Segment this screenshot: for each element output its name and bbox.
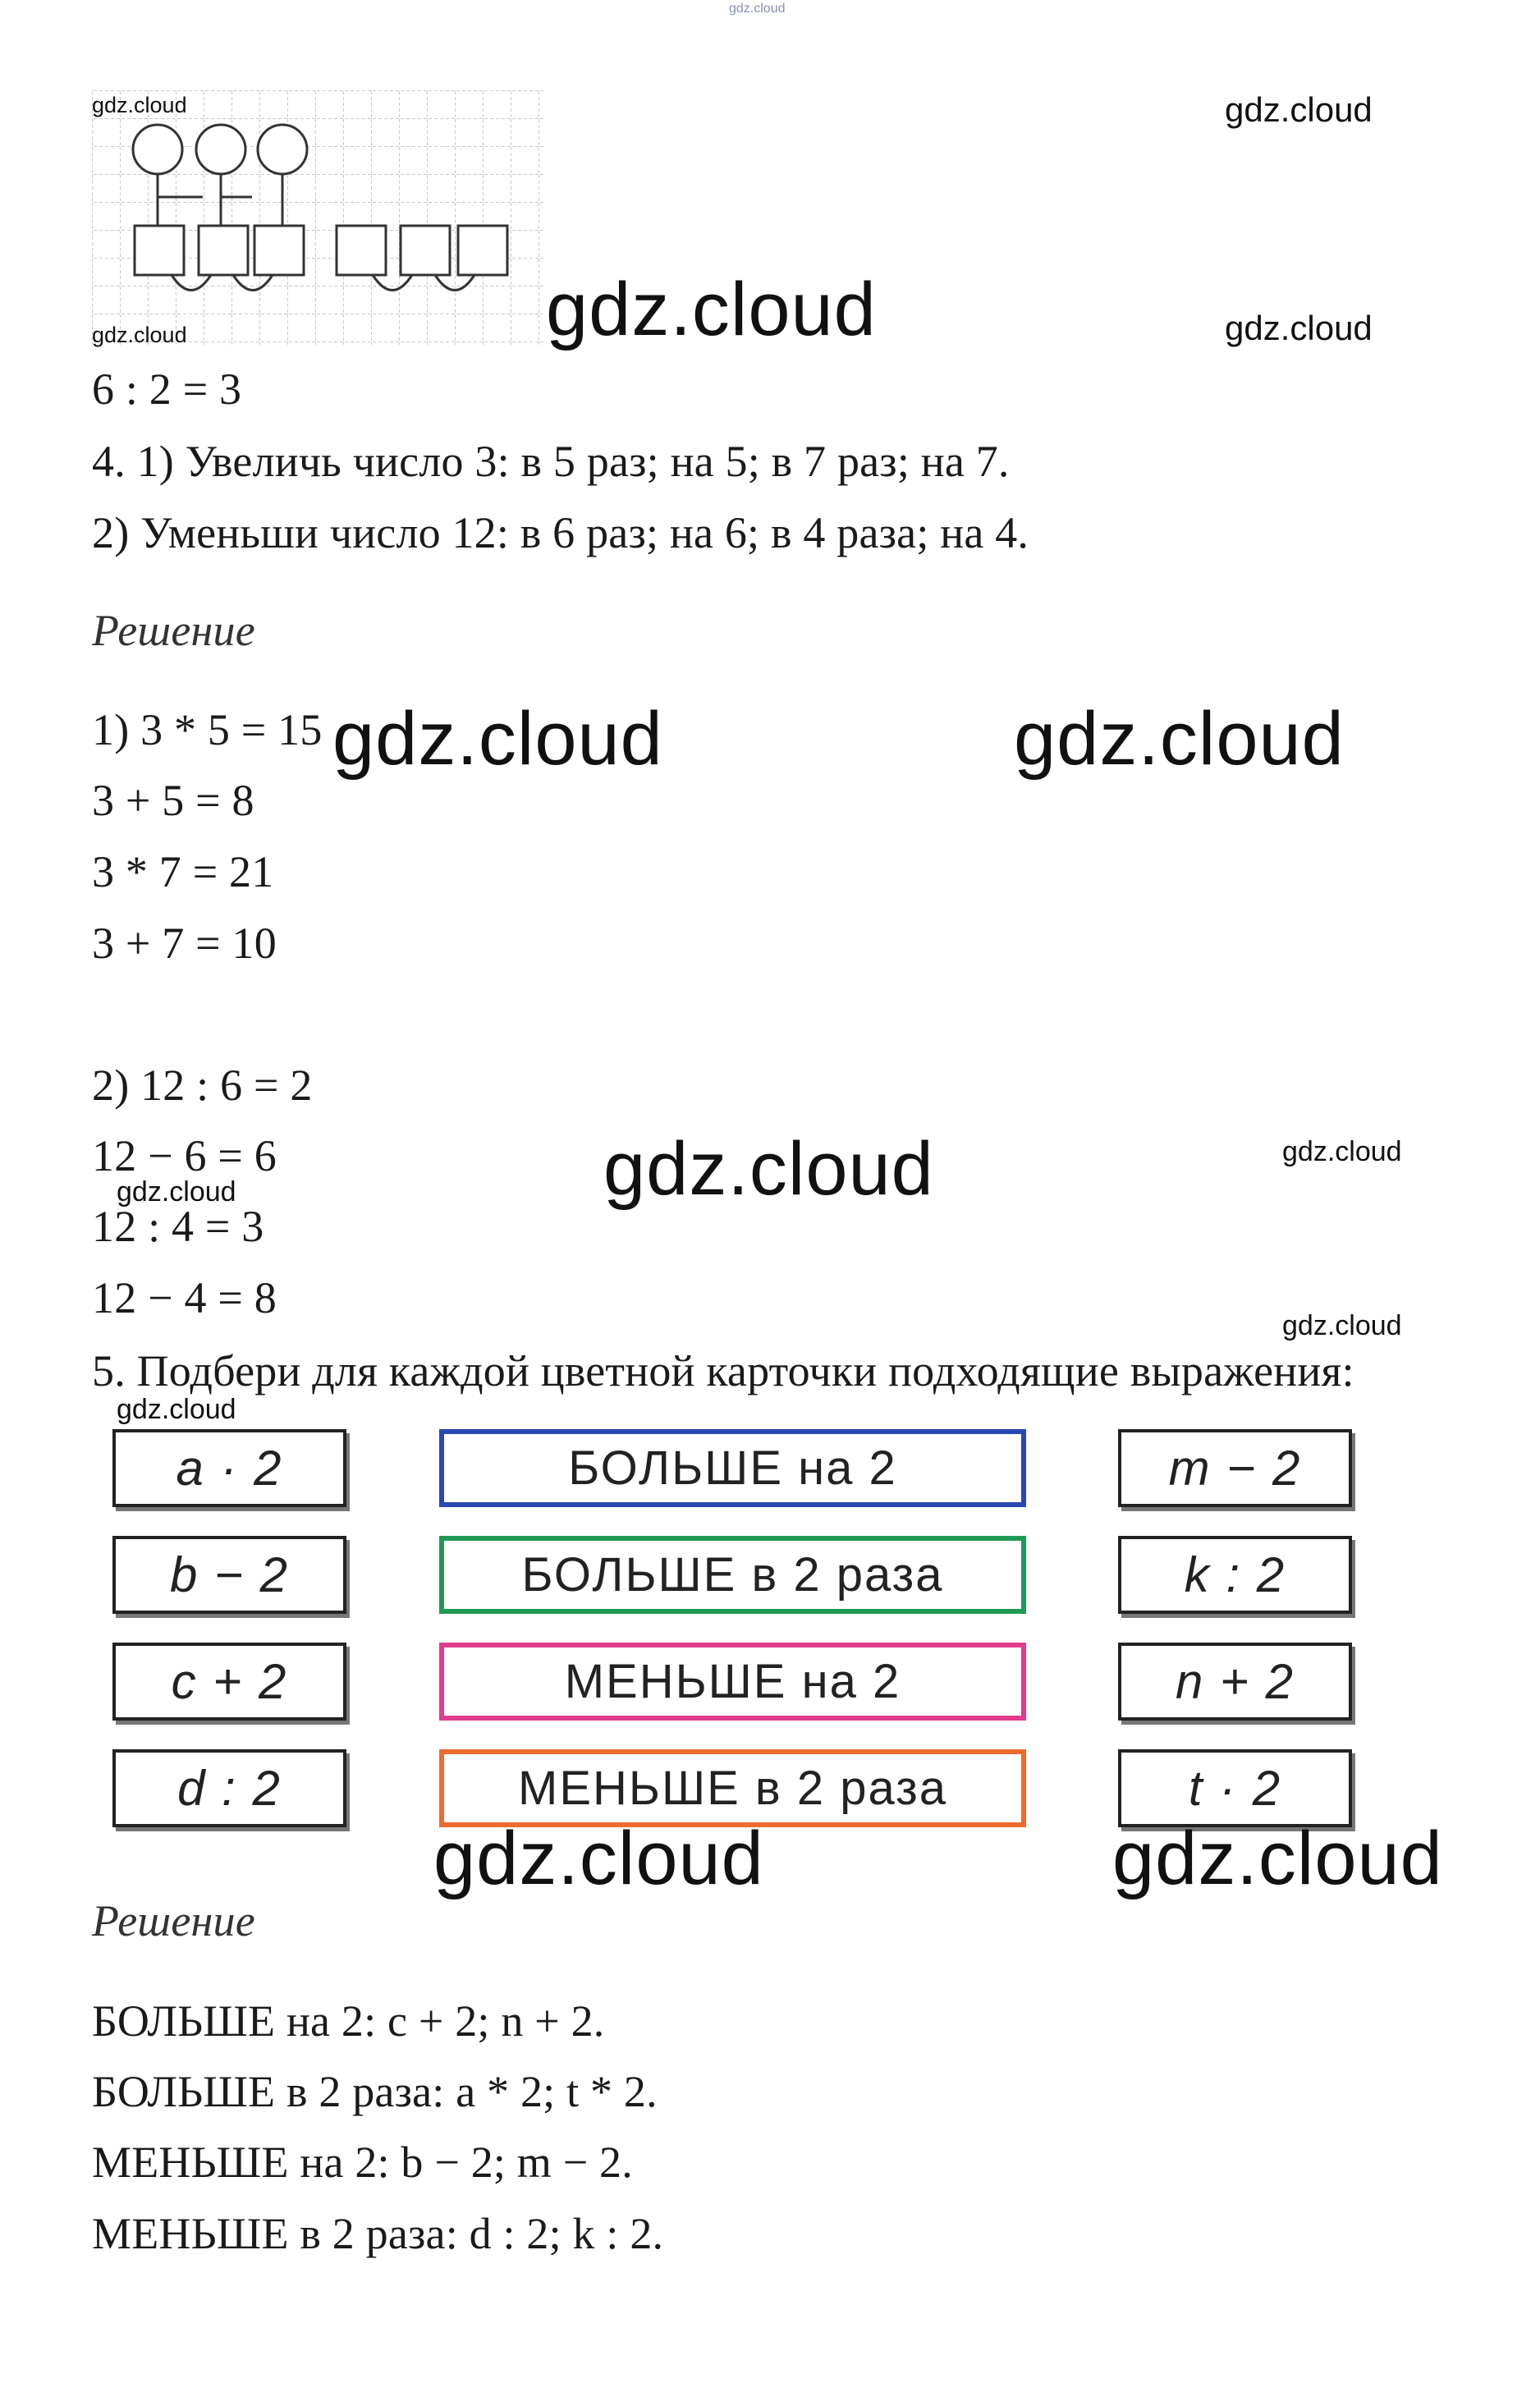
solution-line: 12 − 4 = 8 [92, 1273, 277, 1322]
watermark: gdz.cloud [1014, 697, 1345, 781]
watermark: gdz.cloud [1282, 1310, 1402, 1341]
solution-heading: Решение [92, 1896, 255, 1945]
solution-line: 12 : 4 = 3 [92, 1202, 264, 1251]
watermark: gdz.cloud [117, 1394, 236, 1425]
color-card-green: БОЛЬШЕ в 2 раза [439, 1536, 1026, 1614]
solution-line: 12 − 6 = 6 [92, 1131, 277, 1180]
expression-card: n + 2 [1118, 1643, 1352, 1721]
equation-line: 6 : 2 = 3 [92, 364, 242, 414]
answer-line: БОЛЬШЕ на 2: c + 2; n + 2. [92, 1996, 605, 2046]
watermark: gdz.cloud [433, 1817, 764, 1900]
grid-figure [92, 90, 543, 345]
color-card-orange: МЕНЬШЕ в 2 раза [439, 1749, 1026, 1827]
color-card-blue: БОЛЬШЕ на 2 [439, 1429, 1026, 1507]
expression-card: c + 2 [112, 1643, 346, 1721]
expression-card: k : 2 [1118, 1536, 1352, 1614]
expression-card: m − 2 [1118, 1429, 1352, 1507]
solution-line: 3 + 7 = 10 [92, 919, 277, 968]
expression-card: d : 2 [112, 1749, 346, 1827]
watermark: gdz.cloud [332, 697, 663, 781]
watermark: gdz.cloud [1282, 1136, 1402, 1167]
expression-card: t · 2 [1118, 1749, 1352, 1827]
watermark: gdz.cloud [1112, 1817, 1443, 1900]
color-card-pink: МЕНЬШЕ на 2 [439, 1643, 1026, 1721]
watermark: gdz.cloud [92, 323, 187, 347]
watermark-top: gdz.cloud [729, 2, 786, 16]
cards-area [92, 1416, 1373, 1851]
watermark: gdz.cloud [546, 268, 877, 351]
watermark: gdz.cloud [1225, 309, 1373, 347]
expression-card: b − 2 [112, 1536, 346, 1614]
task-4-line-1: 4. 1) Увеличь число 3: в 5 раз; на 5; в 7 раз; на 7. [92, 437, 1010, 486]
watermark: gdz.cloud [603, 1127, 934, 1211]
answer-line: МЕНЬШЕ в 2 раза: d : 2; k : 2. [92, 2209, 664, 2258]
answer-line: БОЛЬШЕ в 2 раза: a * 2; t * 2. [92, 2067, 658, 2116]
solution-line: 3 * 7 = 21 [92, 847, 274, 896]
solution-line: 1) 3 * 5 = 15 [92, 705, 323, 754]
expression-card: a · 2 [112, 1429, 346, 1507]
watermark: gdz.cloud [1225, 90, 1373, 129]
solution-heading: Решение [92, 606, 255, 655]
task-5-line: 5. Подбери для каждой цветной карточки подходящие выражения: [92, 1346, 1354, 1395]
watermark: gdz.cloud [92, 93, 187, 117]
circles-squares-drawing [92, 90, 543, 345]
answer-line: МЕНЬШЕ на 2: b − 2; m − 2. [92, 2138, 633, 2187]
solution-line: 2) 12 : 6 = 2 [92, 1061, 313, 1110]
solution-line: 3 + 5 = 8 [92, 776, 254, 825]
watermark: gdz.cloud [117, 1176, 236, 1208]
task-4-line-2: 2) Уменьши число 12: в 6 раз; на 6; в 4 раза; на 4. [92, 508, 1029, 557]
